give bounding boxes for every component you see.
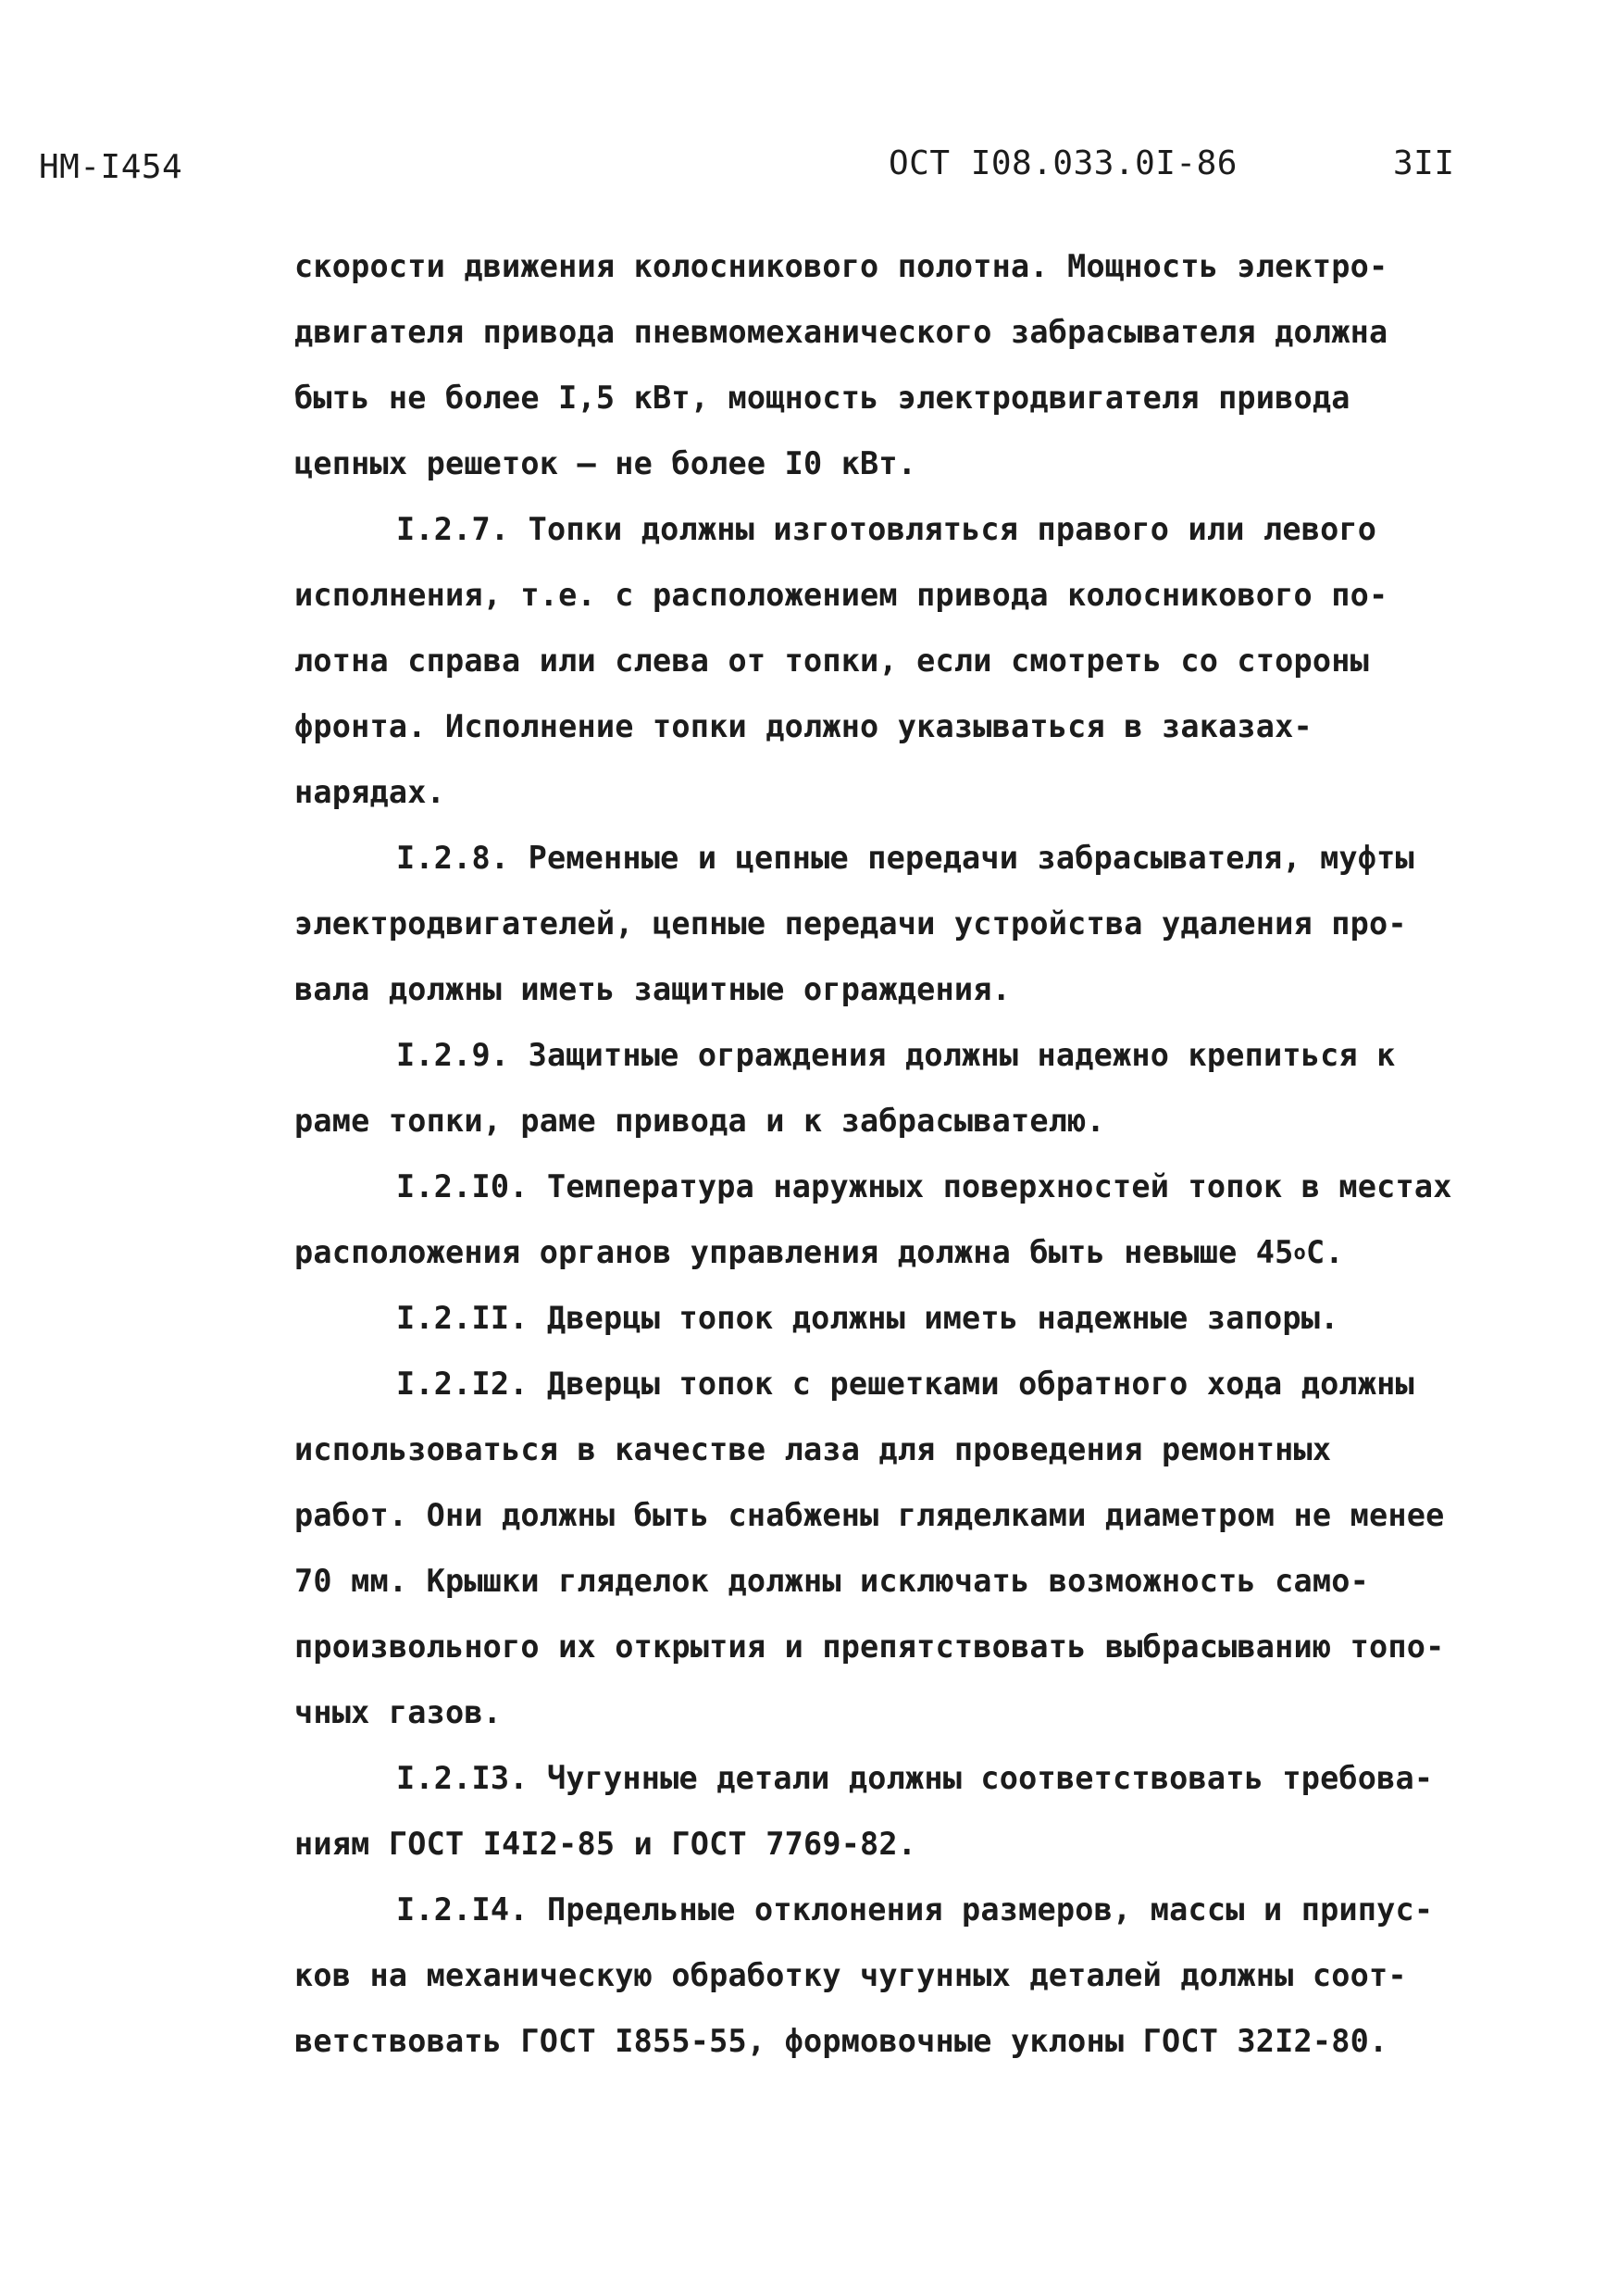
text-line: раме топки, раме привода и к забрасывателю.: [294, 1103, 1105, 1139]
text-line-temperature: [294, 1219, 1590, 1285]
page-header: [0, 139, 1618, 194]
document-body: [294, 233, 1590, 2074]
text-line: вала должны иметь защитные ограждения.: [294, 971, 1012, 1007]
text-line: цепных решеток – не более I0 кВт.: [294, 445, 917, 481]
text-line: нарядах.: [294, 774, 445, 810]
text-line: произвольного их открытия и препятствовать выбрасыванию топо-: [294, 1628, 1445, 1665]
text-line: использоваться в качестве лаза для проведения ремонтных: [294, 1431, 1332, 1467]
clause-1-2-8: I.2.8. Ременные и цепные передачи забрасывателя, муфты: [396, 840, 1414, 876]
text-line: лотна справа или слева от топки, если смотреть со стороны: [294, 643, 1370, 679]
text-line: скорости движения колосникового полотна. Мощность электро-: [294, 248, 1388, 284]
clause-1-2-10: I.2.I0. Температура наружных поверхностей топок в местах: [396, 1168, 1452, 1204]
text-line: 70 мм. Крышки гляделок должны исключать возможность само-: [294, 1563, 1370, 1599]
text-line: исполнения, т.е. с расположением привода колосникового по-: [294, 577, 1388, 613]
temperature-text: расположения органов управления должна быть невыше 45: [294, 1234, 1294, 1270]
temperature-unit: С.: [1306, 1234, 1344, 1270]
text-line: ков на механическую обработку чугунных деталей должны соот-: [294, 1957, 1407, 1993]
standard-number: ОСТ I08.033.0I-86: [889, 144, 1238, 182]
text-line: фронта. Исполнение топки должно указываться в заказах-: [294, 708, 1313, 744]
page-number: 3II: [1393, 144, 1455, 182]
text-line: чных газов.: [294, 1694, 503, 1730]
clause-1-2-7: I.2.7. Топки должны изготовляться правого или левого: [396, 511, 1377, 547]
text-line: двигателя привода пневмомеханического забрасывателя должна: [294, 314, 1388, 350]
clause-1-2-14: I.2.I4. Предельные отклонения размеров, массы и припус-: [396, 1891, 1434, 1928]
text-line: ветствовать ГОСТ I855-55, формовочные уклоны ГОСТ 32I2-80.: [294, 2023, 1388, 2059]
clause-1-2-11: I.2.II. Дверцы топок должны иметь надежные запоры.: [396, 1300, 1339, 1336]
text-line: работ. Они должны быть снабжены гляделками диаметром не менее: [294, 1497, 1445, 1533]
degree-sign: о: [1293, 1242, 1306, 1265]
text-line: быть не более I,5 кВт, мощность электродвигателя привода: [294, 380, 1350, 416]
document-code: НМ-I454: [39, 148, 183, 186]
text-line: ниям ГОСТ I4I2-85 и ГОСТ 7769-82.: [294, 1826, 917, 1862]
clause-1-2-13: I.2.I3. Чугунные детали должны соответствовать требова-: [396, 1760, 1434, 1796]
clause-1-2-9: I.2.9. Защитные ограждения должны надежно крепиться к: [396, 1037, 1396, 1073]
clause-1-2-12: I.2.I2. Дверцы топок с решетками обратного хода должны: [396, 1366, 1414, 1402]
text-line: электродвигателей, цепные передачи устройства удаления про-: [294, 905, 1407, 942]
